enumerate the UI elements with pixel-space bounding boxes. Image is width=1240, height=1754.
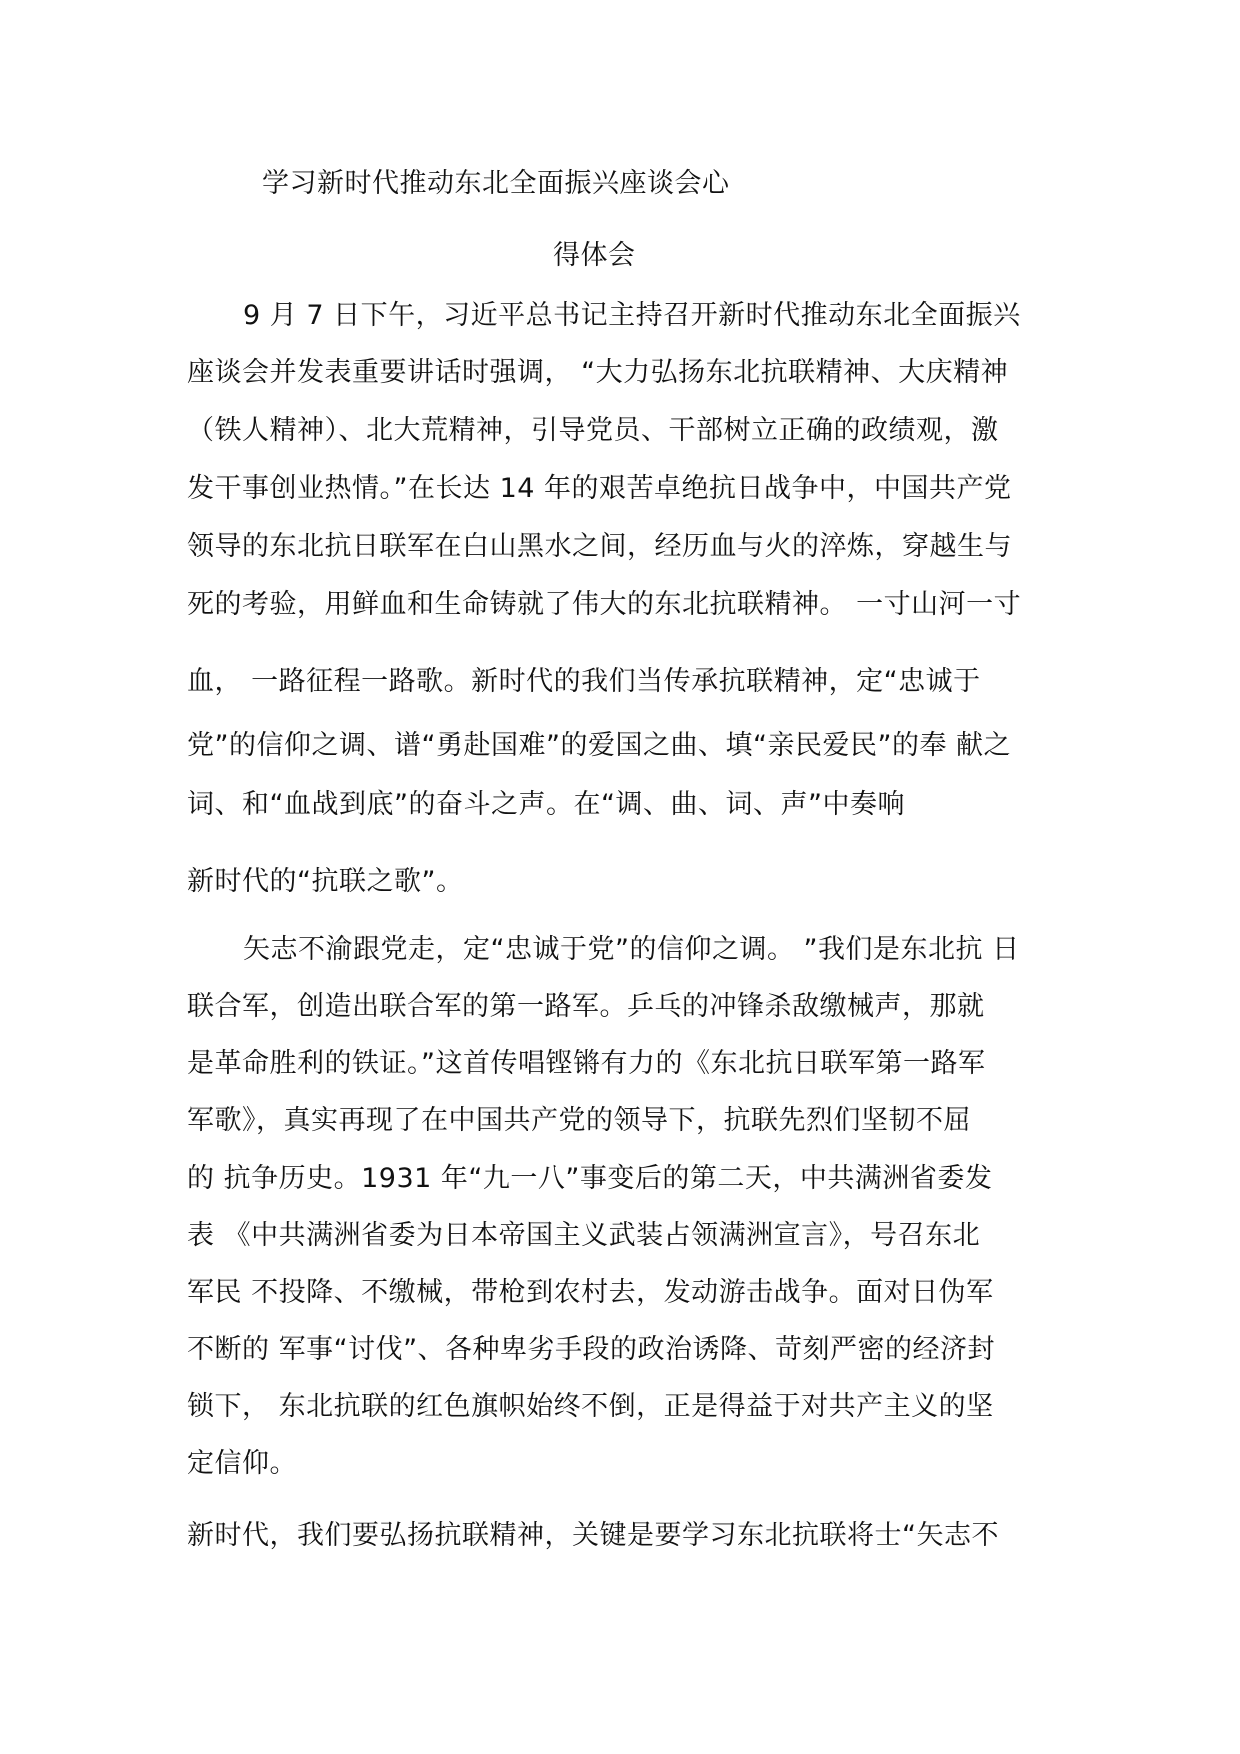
paragraph-2-line-7: 军民 不投降、不缴械，带枪到农村去，发动游击战争。面对日伪军 (187, 1277, 994, 1308)
paragraph-1-line-7: 血， 一路征程一路歌。新时代的我们当传承抗联精神，定“忠诚于 (187, 666, 981, 697)
paragraph-2-line-1: 矢志不渝跟党走，定“忠诚于党”的信仰之调。 ”我们是东北抗 日 (243, 934, 1020, 965)
paragraph-2-line-4: 军歌》，真实再现了在中国共产党的领导下，抗联先烈们坚韧不屈 (187, 1105, 971, 1136)
paragraph-2-line-2: 联合军，创造出联合军的第一路军。乒乓的冲锋杀敌缴械声，那就 (187, 991, 985, 1022)
paragraph-2-line-6: 表 《中共满洲省委为日本帝国主义武装占领满洲宣言》，号召东北 (187, 1220, 981, 1251)
paragraph-1-line-4: 发干事创业热情。”在长达 14 年的艰苦卓绝抗日战争中，中国共产党 (187, 473, 1012, 504)
paragraph-2-line-10: 定信仰。 (187, 1448, 297, 1479)
paragraph-1-line-3: （铁人精神）、北大荒精神，引导党员、干部树立正确的政绩观，激 (187, 415, 999, 446)
paragraph-1-line-2: 座谈会并发表重要讲话时强调， “大力弘扬东北抗联精神、大庆精神 (187, 357, 1009, 388)
document-title-line-2: 得体会 (553, 240, 636, 271)
paragraph-1-line-8: 党”的信仰之调、谱“勇赴国难”的爱国之曲、填“亲民爱民”的奉 献之 (187, 730, 1012, 761)
paragraph-2-line-3: 是革命胜利的铁证。”这首传唱铿锵有力的《东北抗日联军第一路军 (187, 1048, 986, 1079)
paragraph-1-line-6: 死的考验，用鲜血和生命铸就了伟大的东北抗联精神。 一寸山河一寸 (187, 589, 1022, 620)
paragraph-1-line-1: 9 月 7 日下午，习近平总书记主持召开新时代推动东北全面振兴 (243, 300, 1021, 331)
paragraph-2-line-5: 的 抗争历史。1931 年“九一八”事变后的第二天，中共满洲省委发 (187, 1163, 993, 1194)
document-title-line-1: 学习新时代推动东北全面振兴座谈会心 (262, 168, 730, 199)
paragraph-1-line-10: 新时代的“抗联之歌”。 (187, 866, 464, 897)
paragraph-2-line-9: 锁下， 东北抗联的红色旗帜始终不倒，正是得益于对共产主义的坚 (187, 1391, 994, 1422)
paragraph-3-line-1: 新时代，我们要弘扬抗联精神，关键是要学习东北抗联将士“矢志不 (187, 1520, 999, 1551)
paragraph-2-line-8: 不断的 军事“讨伐”、各种卑劣手段的政治诱降、苛刻严密的经济封 (187, 1334, 996, 1365)
paragraph-1-line-9: 词、和“血战到底”的奋斗之声。在“调、曲、词、声”中奏响 (187, 789, 905, 820)
paragraph-1-line-5: 领导的东北抗日联军在白山黑水之间，经历血与火的淬炼，穿越生与 (187, 531, 1012, 562)
